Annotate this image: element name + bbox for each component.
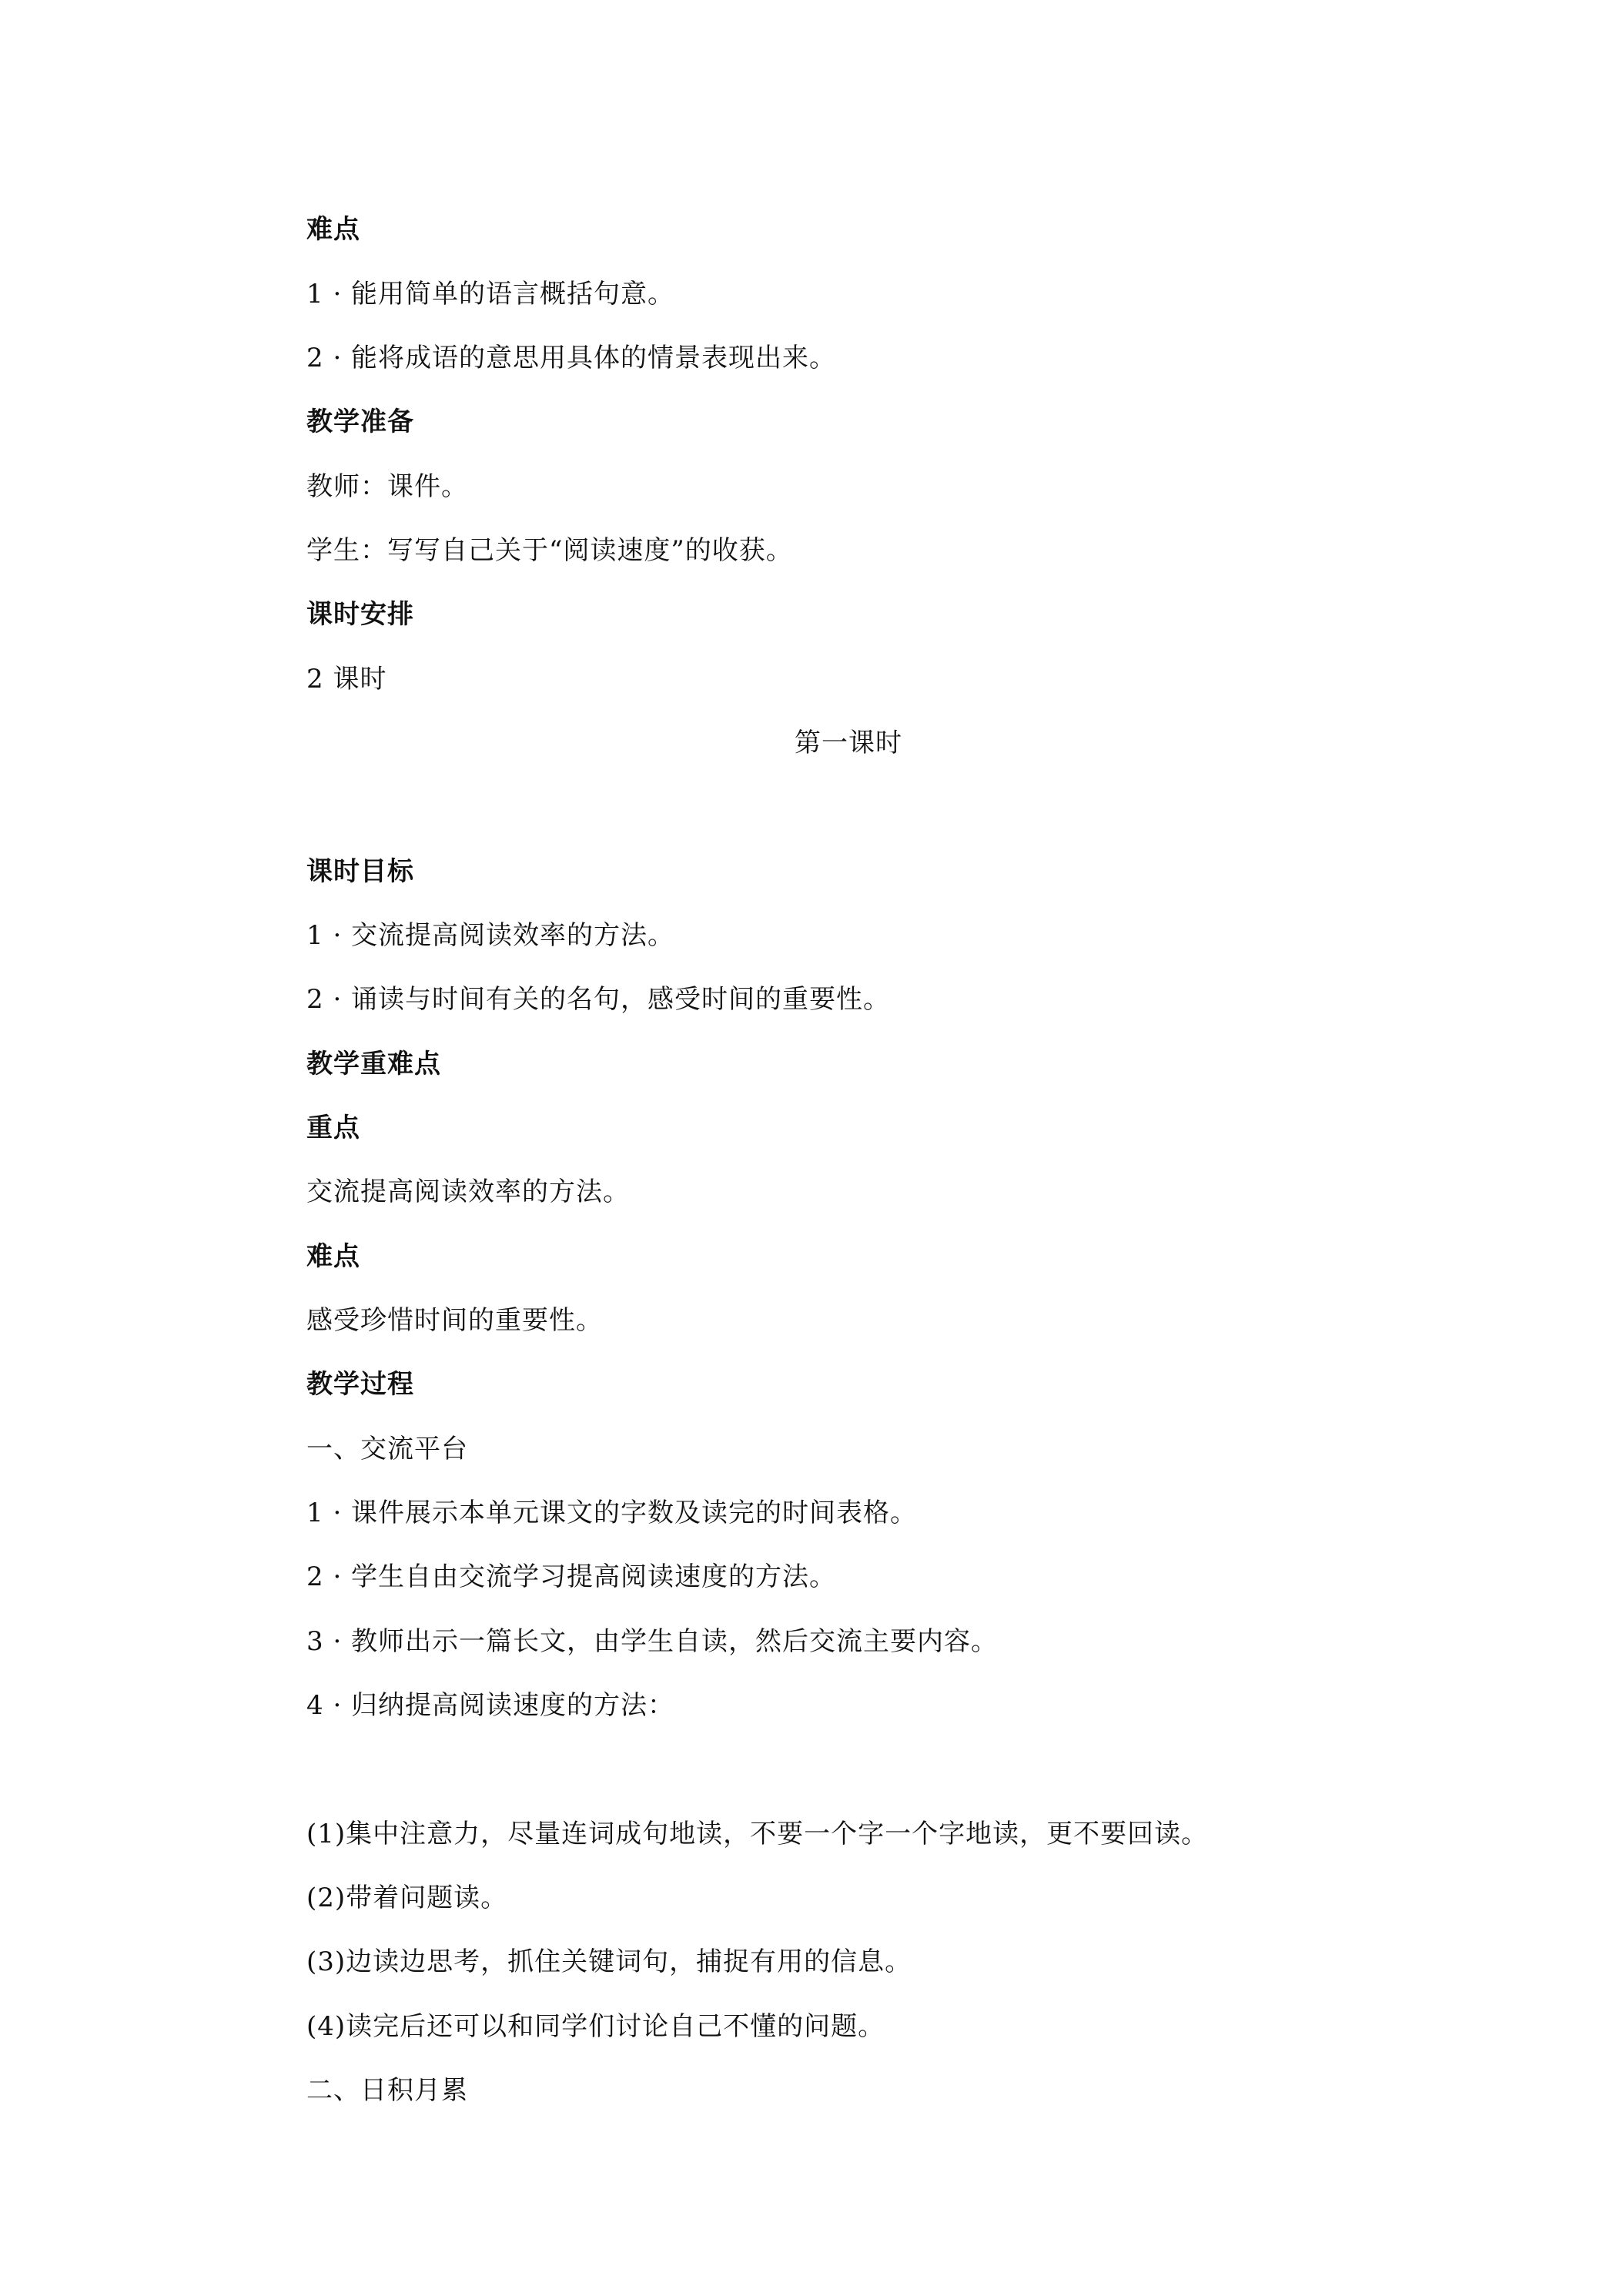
difficulty-item-2: 2 · 能将成语的意思用具体的情景表现出来。 (306, 343, 837, 373)
section-daily-accumulation: 二、日积月累 (306, 2075, 468, 2106)
difficulty-text: 感受珍惜时间的重要性。 (306, 1305, 603, 1336)
preparation-teacher: 教师：课件。 (306, 471, 468, 502)
process-item-2: 2 · 学生自由交流学习提高阅读速度的方法。 (306, 1561, 837, 1592)
lesson-title: 第一课时 (795, 728, 902, 758)
method-item-2: (2)带着问题读。 (306, 1883, 508, 1913)
key-point-text: 交流提高阅读效率的方法。 (306, 1176, 630, 1207)
heading-lesson-objectives: 课时目标 (306, 856, 414, 887)
difficulty-item-1: 1 · 能用简单的语言概括句意。 (306, 279, 675, 310)
process-item-4: 4 · 归纳提高阅读速度的方法： (306, 1690, 675, 1721)
method-item-4: (4)读完后还可以和同学们讨论自己不懂的问题。 (306, 2011, 885, 2042)
objective-item-1: 1 · 交流提高阅读效率的方法。 (306, 920, 675, 951)
heading-teaching-preparation: 教学准备 (306, 407, 414, 437)
schedule-count: 2 课时 (306, 664, 387, 694)
heading-schedule: 课时安排 (306, 599, 414, 630)
objective-item-2: 2 · 诵读与时间有关的名句，感受时间的重要性。 (306, 984, 891, 1015)
process-item-1: 1 · 课件展示本单元课文的字数及读完的时间表格。 (306, 1498, 918, 1528)
method-item-3: (3)边读边思考，抓住关键词句，捕捉有用的信息。 (306, 1946, 912, 1977)
heading-difficulty: 难点 (306, 214, 360, 245)
preparation-student: 学生：写写自己关于“阅读速度”的收获。 (306, 535, 793, 566)
heading-difficulty-2: 难点 (306, 1241, 360, 1272)
process-item-3: 3 · 教师出示一篇长文，由学生自读，然后交流主要内容。 (306, 1626, 999, 1657)
heading-teaching-process: 教学过程 (306, 1369, 414, 1400)
heading-key-difficulties: 教学重难点 (306, 1049, 441, 1079)
method-item-1: (1)集中注意力，尽量连词成句地读，不要一个字一个字地读，更不要回读。 (306, 1819, 1209, 1849)
heading-key-point: 重点 (306, 1113, 360, 1143)
section-exchange-platform: 一、交流平台 (306, 1434, 468, 1464)
